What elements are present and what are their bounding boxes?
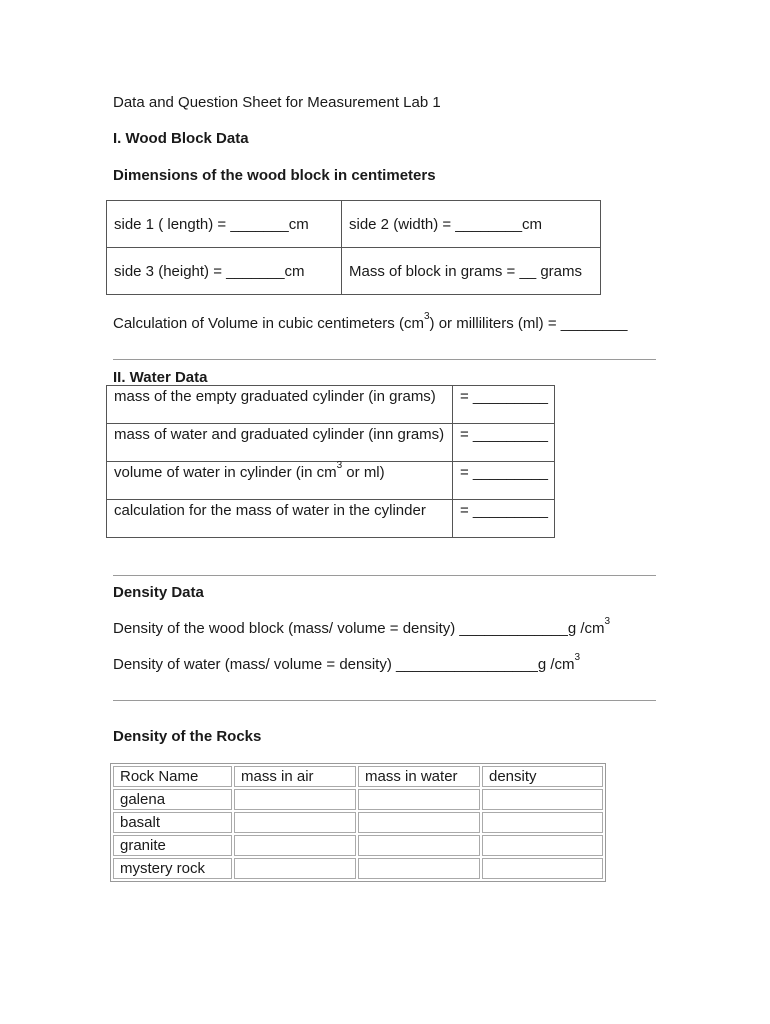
volume-text-post: ) or milliliters (ml) = ________ xyxy=(429,315,628,332)
empty-cell xyxy=(482,789,603,810)
table-row xyxy=(113,789,603,810)
side2-width-cell: side 2 (width) = ________cm xyxy=(342,201,601,248)
table-row xyxy=(107,462,555,500)
block-mass-cell: Mass of block in grams = __ grams xyxy=(342,248,601,295)
table-row xyxy=(107,386,555,424)
side1-length-cell: side 1 ( length) = _______cm xyxy=(107,201,342,248)
table-row xyxy=(107,500,555,538)
table-row xyxy=(107,424,555,462)
water-volume-label-post: or ml) xyxy=(342,464,385,481)
empty-cell xyxy=(358,812,480,833)
header-mass-in-water: mass in water xyxy=(358,766,480,787)
rock-name-cell: granite xyxy=(113,835,232,856)
water-volume-superscript: 3 xyxy=(336,460,343,471)
table-row xyxy=(113,858,603,879)
water-row-label: mass of the empty graduated cylinder (in grams) xyxy=(107,386,453,424)
divider xyxy=(113,359,656,360)
table-row xyxy=(113,812,603,833)
water-row-value: = _________ xyxy=(453,500,555,538)
volume-text-pre: Calculation of Volume in cubic centimeters (cm xyxy=(113,315,424,332)
water-row-value: = _________ xyxy=(453,386,555,424)
table-row xyxy=(113,835,603,856)
water-row-value: = _________ xyxy=(453,424,555,462)
volume-calculation-line xyxy=(113,311,628,332)
water-density-superscript: 3 xyxy=(574,652,581,663)
side3-height-cell: side 3 (height) = _______cm xyxy=(107,248,342,295)
wood-dimensions-subheading: Dimensions of the wood block in centimeters xyxy=(113,167,436,184)
table-row xyxy=(107,248,601,295)
water-density-text: Density of water (mass/ volume = density) _________________g /cm xyxy=(113,656,575,673)
empty-cell xyxy=(482,812,603,833)
empty-cell xyxy=(358,835,480,856)
header-mass-in-air: mass in air xyxy=(234,766,356,787)
water-volume-label-pre: volume of water in cylinder (in cm xyxy=(114,464,337,481)
empty-cell xyxy=(482,858,603,879)
sheet-title: Data and Question Sheet for Measurement Lab 1 xyxy=(113,94,441,111)
water-row-label: calculation for the mass of water in the cylinder xyxy=(107,500,453,538)
water-density-line xyxy=(113,652,581,673)
wood-density-line xyxy=(113,616,611,637)
volume-superscript: 3 xyxy=(423,311,430,322)
divider xyxy=(113,575,656,576)
empty-cell xyxy=(358,789,480,810)
rock-name-cell: galena xyxy=(113,789,232,810)
rock-name-cell: basalt xyxy=(113,812,232,833)
section-water-heading: II. Water Data xyxy=(113,369,208,386)
header-density: density xyxy=(482,766,603,787)
empty-cell xyxy=(234,789,356,810)
empty-cell xyxy=(234,812,356,833)
water-row-label: mass of water and graduated cylinder (inn grams) xyxy=(107,424,453,462)
rocks-table xyxy=(110,763,606,882)
table-row xyxy=(107,201,601,248)
section-rocks-heading: Density of the Rocks xyxy=(113,728,262,745)
rock-name-cell: mystery rock xyxy=(113,858,232,879)
empty-cell xyxy=(234,858,356,879)
section-wood-heading: I. Wood Block Data xyxy=(113,130,249,147)
water-data-table xyxy=(106,385,555,538)
empty-cell xyxy=(482,835,603,856)
table-header-row xyxy=(113,766,603,787)
water-row-label xyxy=(107,462,453,500)
header-rock-name: Rock Name xyxy=(113,766,232,787)
divider xyxy=(113,700,656,701)
empty-cell xyxy=(234,835,356,856)
wood-density-superscript: 3 xyxy=(604,616,611,627)
wood-density-text: Density of the wood block (mass/ volume = density) _____________g /cm xyxy=(113,620,605,637)
empty-cell xyxy=(358,858,480,879)
section-density-heading: Density Data xyxy=(113,584,204,601)
water-row-value: = _________ xyxy=(453,462,555,500)
wood-block-table xyxy=(106,200,601,295)
